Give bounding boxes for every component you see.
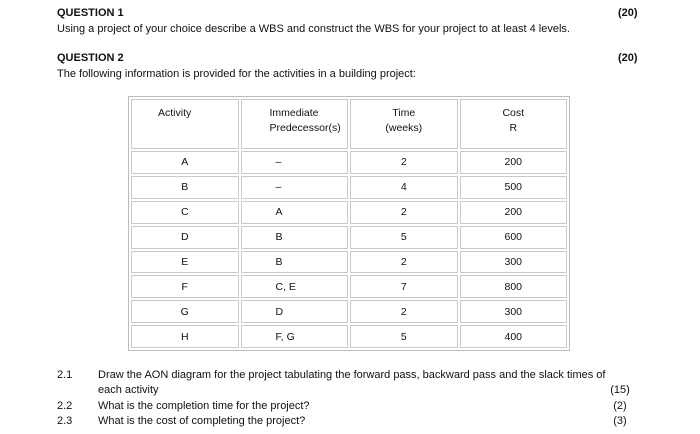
cell-predecessor: C, E [241,275,349,298]
cell-time: 7 [350,275,458,298]
cell-predecessor: A [241,201,349,224]
cell-activity: D [131,226,239,249]
table-row [131,275,567,298]
header-cost-line1: Cost [502,107,525,119]
question-2-title: QUESTION 2 [57,52,124,64]
cell-predecessor: – [241,151,349,174]
cell-time: 2 [350,151,458,174]
cell-predecessor: B [241,251,349,274]
cell-cost: 500 [460,176,568,199]
cell-cost: 600 [460,226,568,249]
subquestion-2-1-text-continued: each activity [98,384,159,396]
table-row [131,201,567,224]
table-row [131,151,567,174]
header-activity-line1: Activity [158,107,192,119]
header-predecessors [241,99,349,149]
subquestion-2-1-number: 2.1 [57,369,73,381]
cell-time: 5 [350,325,458,348]
cell-cost: 300 [460,251,568,274]
table-row [131,226,567,249]
cell-activity: B [131,176,239,199]
header-activity [131,99,239,149]
cell-cost: 800 [460,275,568,298]
header-predecessors-line2: Predecessor(s) [269,122,341,134]
question-1-text: Using a project of your choice describe a WBS and construct the WBS for your project to at least 4 levels. [57,23,570,35]
cell-activity: H [131,325,239,348]
cell-time: 2 [350,300,458,323]
cell-activity: A [131,151,239,174]
header-cost [460,99,568,149]
subquestion-2-2-marks: (2) [613,400,627,412]
cell-cost: 300 [460,300,568,323]
header-time-line2: (weeks) [385,122,423,134]
subquestion-2-3-text: What is the cost of completing the project? [98,415,306,427]
cell-activity: G [131,300,239,323]
cell-cost: 200 [460,201,568,224]
cell-activity: C [131,201,239,224]
cell-predecessor: F, G [241,325,349,348]
activity-table-container [128,96,570,351]
cell-activity: E [131,251,239,274]
question-1-title: QUESTION 1 [57,7,124,19]
header-time-line1: Time [392,107,416,119]
question-2-marks: (20) [618,52,638,64]
cell-time: 4 [350,176,458,199]
cell-cost: 400 [460,325,568,348]
subquestion-2-1-text: Draw the AON diagram for the project tabulating the forward pass, backward pass and the slack times of [98,369,606,381]
subquestion-2-2-number: 2.2 [57,400,73,412]
header-cost-line2: R [509,122,518,134]
subquestion-2-1-marks: (15) [610,384,630,396]
cell-time: 2 [350,201,458,224]
cell-time: 5 [350,226,458,249]
question-1-marks: (20) [618,7,638,19]
table-header-row [131,99,567,149]
table-row [131,300,567,323]
table-row [131,251,567,274]
cell-predecessor: D [241,300,349,323]
cell-cost: 200 [460,151,568,174]
question-2-text: The following information is provided for the activities in a building project: [57,68,416,80]
header-time [350,99,458,149]
cell-time: 2 [350,251,458,274]
subquestion-2-3-number: 2.3 [57,415,73,427]
table-row [131,325,567,348]
activity-table [129,97,569,350]
cell-activity: F [131,275,239,298]
header-predecessors-line1: Immediate [269,107,319,119]
cell-predecessor: B [241,226,349,249]
subquestion-2-2-text: What is the completion time for the project? [98,400,310,412]
subquestion-2-3-marks: (3) [613,415,627,427]
table-row [131,176,567,199]
cell-predecessor: – [241,176,349,199]
